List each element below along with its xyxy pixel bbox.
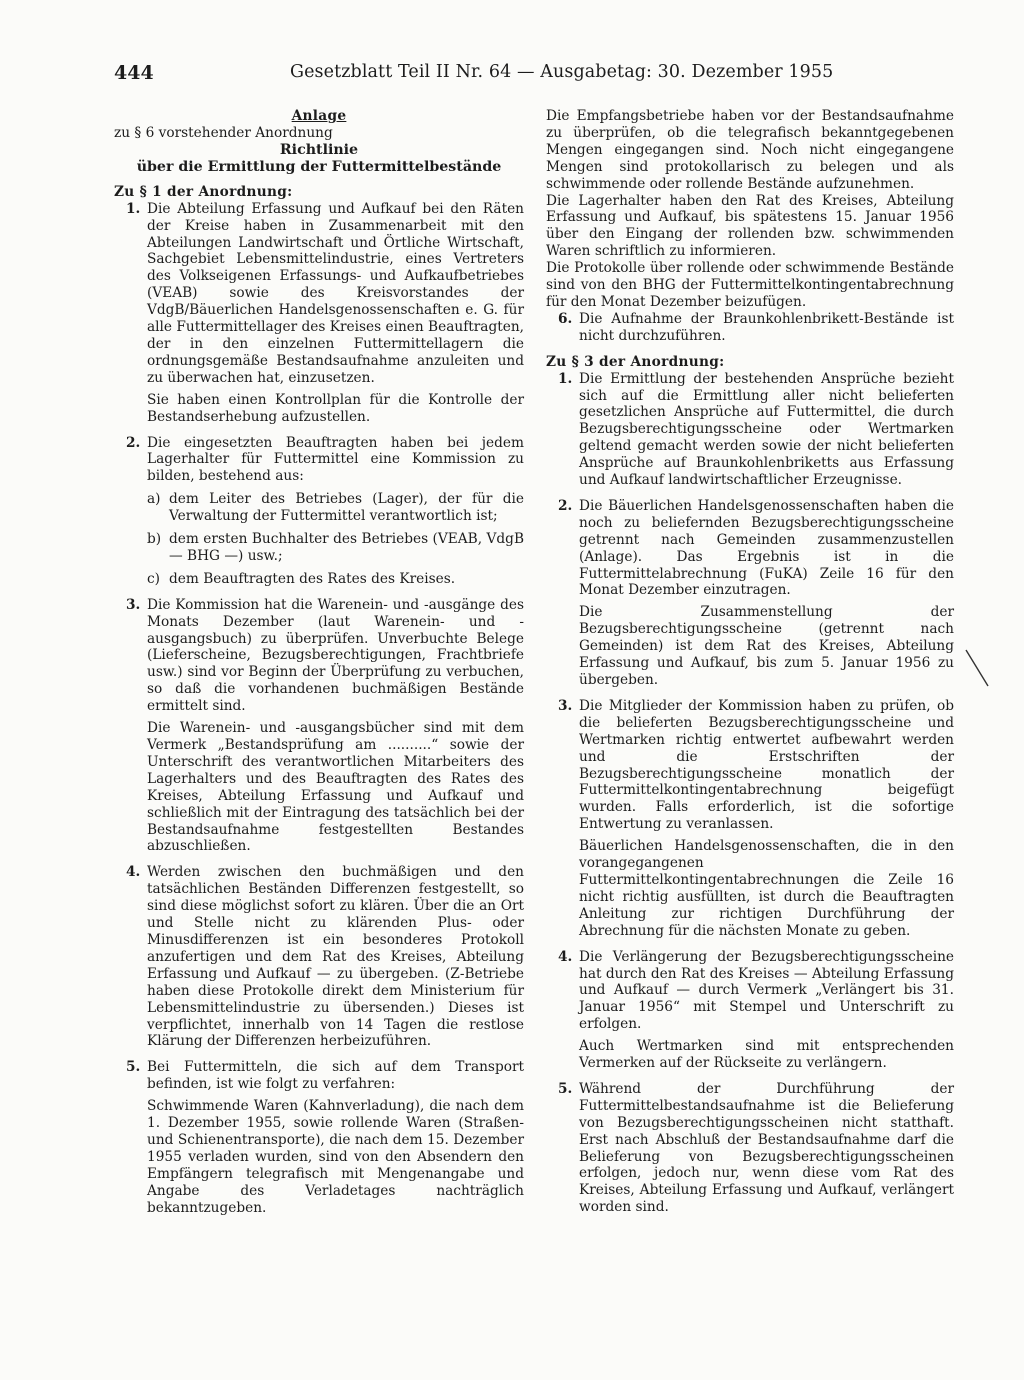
list-item bbox=[546, 698, 954, 940]
item-number: 6. bbox=[558, 310, 573, 327]
pencil-mark-icon bbox=[964, 648, 990, 688]
paragraph: Während der Durchführung der Futtermittelbestandsaufnahme ist die Belieferung von Bezugsberechtigungsscheinen nicht statthaft. Erst nach Abschluß der Bestandsaufnahme darf die Belieferung von Bezugsberechtigungsscheinen erfolgen, jedoch nur, wenn diese vom Rat des Kreises, Abteilung Erfassung und Aufkauf, verlängert worden sind. bbox=[579, 1080, 954, 1216]
right-column bbox=[546, 108, 954, 1225]
paragraph: Schwimmende Waren (Kahnverladung), die nach dem 1. Dezember 1955, sowie rollende Waren (Straßen- und Schienentransporte), die nach dem 15. Dezember 1955 verladen wurden, sind von den Absendern den Empfängern telegrafisch mit Mengenangabe und Angabe des Verladetages nachträglich bekanntzugeben. bbox=[147, 1098, 524, 1216]
item-number: 4. bbox=[558, 948, 573, 965]
anlage-title: Anlage bbox=[291, 108, 347, 124]
page-number: 444 bbox=[114, 62, 154, 84]
item-number: 4. bbox=[126, 864, 141, 881]
section-heading-3: Zu § 3 der Anordnung: bbox=[546, 353, 725, 370]
section-heading-1: Zu § 1 der Anordnung: bbox=[114, 183, 293, 200]
page-header bbox=[114, 62, 954, 92]
list-item bbox=[114, 1059, 524, 1216]
paragraph: Die Abteilung Erfassung und Aufkauf bei den Räten der Kreise haben in Zusammenarbeit mit den Abteilungen Landwirtschaft und Örtliche Wirtschaft, Sachgebiet Lebensmittelindustrie, eines Vertreters des Volkseigenen Erfassungs- und Aufkaufbetriebes (VEAB) sowie des Kreisvorstandes der VdgB/Bäuerlichen Handelsgenossenschaften e. G. für alle Futtermittellager des Kreises einen Beauftragten, der in den einzelnen Futtermittellagern die ordnungsgemäße Bestandsaufnahme anzuleiten und zu überwachen hat, einzusetzen. bbox=[147, 200, 524, 386]
paragraph: Die Aufnahme der Braunkohlenbrikett-Bestände ist nicht durchzuführen. bbox=[579, 310, 954, 344]
list-item bbox=[546, 311, 954, 345]
paragraph: Die Zusammenstellung der Bezugsberechtigungsscheine (getrennt nach Gemeinden) ist dem Rat des Kreises, Abteilung Erfassung und Aufkauf, bis zum 5. Januar 1956 zu übergeben. bbox=[579, 604, 954, 688]
list-item bbox=[114, 435, 524, 588]
paragraph: dem Beauftragten des Rates des Kreises. bbox=[169, 570, 456, 587]
header-title: Gesetzblatt Teil II Nr. 64 — Ausgabetag: 30. Dezember 1955 bbox=[290, 62, 834, 82]
paragraph: Die Warenein- und -ausgangsbücher sind mit dem Vermerk „Bestandsprüfung am ..........“ sowie der Unterschrift des verantwortlichen Mitarbeiters des Lagerhalters und des Beauftragten des Rates des Kreises, Abteilung Erfassung und Aufkauf und schließlich mit der Eintragung des tatsächlich bei der Bestandsaufnahme festgestellten Bestandes abzuschließen. bbox=[147, 720, 524, 855]
paragraph: Die Empfangsbetriebe haben vor der Bestandsaufnahme zu überprüfen, ob die telegrafisch bekanntgegebenen Mengen eingegangen sind. Noch nicht eingegangene Mengen sind protokollarisch zu belegen und als schwimmende oder rollende Bestände aufzunehmen. bbox=[546, 108, 954, 192]
item-number: 2. bbox=[558, 497, 573, 514]
item-number: 1. bbox=[558, 370, 573, 387]
sub-item bbox=[147, 531, 524, 565]
sub-item-letter: a) bbox=[147, 491, 161, 508]
list-item bbox=[114, 201, 524, 426]
paragraph: dem Leiter des Betriebes (Lager), der für die Verwaltung der Futtermittel verantwortlich ist; bbox=[169, 491, 524, 525]
sub-item-letter: c) bbox=[147, 570, 161, 587]
anlage-subtitle: zu § 6 vorstehender Anordnung bbox=[114, 124, 333, 141]
paragraph: Auch Wertmarken sind mit entsprechenden Vermerken auf der Rückseite zu verlängern. bbox=[579, 1038, 954, 1072]
list-item bbox=[546, 371, 954, 489]
left-column bbox=[114, 108, 524, 1225]
list-item bbox=[114, 597, 524, 856]
guideline-subheading: über die Ermittlung der Futtermittelbestände bbox=[136, 158, 502, 175]
item-number: 1. bbox=[126, 200, 141, 217]
item-number: 3. bbox=[126, 596, 141, 613]
paragraph: Die eingesetzten Beauftragten haben bei jedem Lagerhalter für Futtermittel eine Kommission zu bilden, bestehend aus: bbox=[147, 434, 524, 485]
paragraph: dem ersten Buchhalter des Betriebes (VEAB, VdgB — BHG —) usw.; bbox=[169, 531, 524, 564]
item-number: 3. bbox=[558, 697, 573, 714]
list-item bbox=[546, 1081, 954, 1216]
paragraph: Die Bäuerlichen Handelsgenossenschaften haben die noch zu beliefernden Bezugsberechtigungsscheine getrennt nach Gemeinden zusammenzustellen (Anlage). Das Ergebnis ist in die Futtermittelabrechnung (FuKA) Zeile 16 für den Monat Dezember einzutragen. bbox=[579, 497, 954, 599]
paragraph: Die Lagerhalter haben den Rat des Kreises, Abteilung Erfassung und Aufkauf, bis spätestens 15. Januar 1956 über den Eingang der rollenden bzw. schwimmenden Waren schriftlich zu informieren. bbox=[546, 192, 954, 260]
paragraph: Die Kommission hat die Warenein- und -ausgänge des Monats Dezember (laut Warenein- und -ausgangsbuch) zu überprüfen. Unverbuchte Belege (Lieferscheine, Bezugsberechtigungen, Frachtbriefe usw.) sind vor Beginn der Überprüfung zu verbuchen, so daß die vorhandenen buchmäßigen Bestände ermittelt sind. bbox=[147, 596, 524, 715]
list-item bbox=[546, 498, 954, 689]
paragraph: Die Verlängerung der Bezugsberechtigungsscheine hat durch den Rat des Kreises — Abteilung Erfassung und Aufkauf — durch Vermerk „Verlängert bis 31. Januar 1956“ mit Stempel und Unterschrift zu erfolgen. bbox=[579, 948, 954, 1033]
sub-item bbox=[147, 491, 524, 525]
list-item bbox=[546, 949, 954, 1072]
list-item bbox=[114, 864, 524, 1050]
paragraph: Werden zwischen den buchmäßigen und den tatsächlichen Beständen Differenzen festgestellt, so sind diese möglichst sofort zu klären. Über die an Ort und Stelle nicht zu klärenden Plus- oder Minusdifferenzen ist ein besonderes Protokoll anzufertigen und dem Rat des Kreises, Abteilung Erfassung und Aufkauf — zu übergeben. (Z-Betriebe haben diese Protokolle direkt dem Ministerium für Lebensmittelindustrie zu übersenden.) Dieses ist verpflichtet, innerhalb von 14 Tagen die restlose Klärung der Differenzen herbeizuführen. bbox=[147, 864, 524, 1050]
paragraph: Die Ermittlung der bestehenden Ansprüche bezieht sich auf die Ermittlung aller nicht belieferten gesetzlichen Ansprüche auf Futtermittel, die durch Bezugsberechtigungsscheine oder Wertmarken geltend gemacht werden sowie der nicht belieferten Ansprüche auf Braunkohlenbriketts aus Erfassung und Aufkauf landwirtschaftlicher Erzeugnisse. bbox=[579, 370, 954, 489]
sub-item bbox=[147, 571, 524, 588]
paragraph: Die Protokolle über rollende oder schwimmende Bestände sind von den BHG der Futtermittelkontingentabrechnung für den Monat Dezember beizufügen. bbox=[546, 260, 954, 310]
paragraph: Die Mitglieder der Kommission haben zu prüfen, ob die belieferten Bezugsberechtigungsscheine und Wertmarken richtig entwertet aufbewahrt werden und die Erstschriften der Bezugsberechtigungsscheine monatlich der Futtermittelkontingentabrechnung beigefügt wurden. Falls erforderlich, ist die sofortige Entwertung zu veranlassen. bbox=[579, 697, 954, 833]
guideline-heading: Richtlinie bbox=[279, 141, 359, 158]
paragraph: Bäuerlichen Handelsgenossenschaften, die in den vorangegangenen Futtermittelkontingentabrechnungen die Zeile 16 nicht richtig ausfüllten, ist durch die Beauftragten Anleitung zur richtigen Durchführung der Abrechnung für die nächsten Monate zu geben. bbox=[579, 838, 954, 939]
paragraph: Sie haben einen Kontrollplan für die Kontrolle der Bestandserhebung aufzustellen. bbox=[147, 391, 524, 425]
item-number: 5. bbox=[126, 1059, 141, 1076]
sub-item-letter: b) bbox=[147, 531, 162, 548]
item-number: 2. bbox=[126, 434, 141, 451]
paragraph: Bei Futtermitteln, die sich auf dem Transport befinden, ist wie folgt zu verfahren: bbox=[147, 1059, 524, 1093]
item-number: 5. bbox=[558, 1080, 573, 1097]
